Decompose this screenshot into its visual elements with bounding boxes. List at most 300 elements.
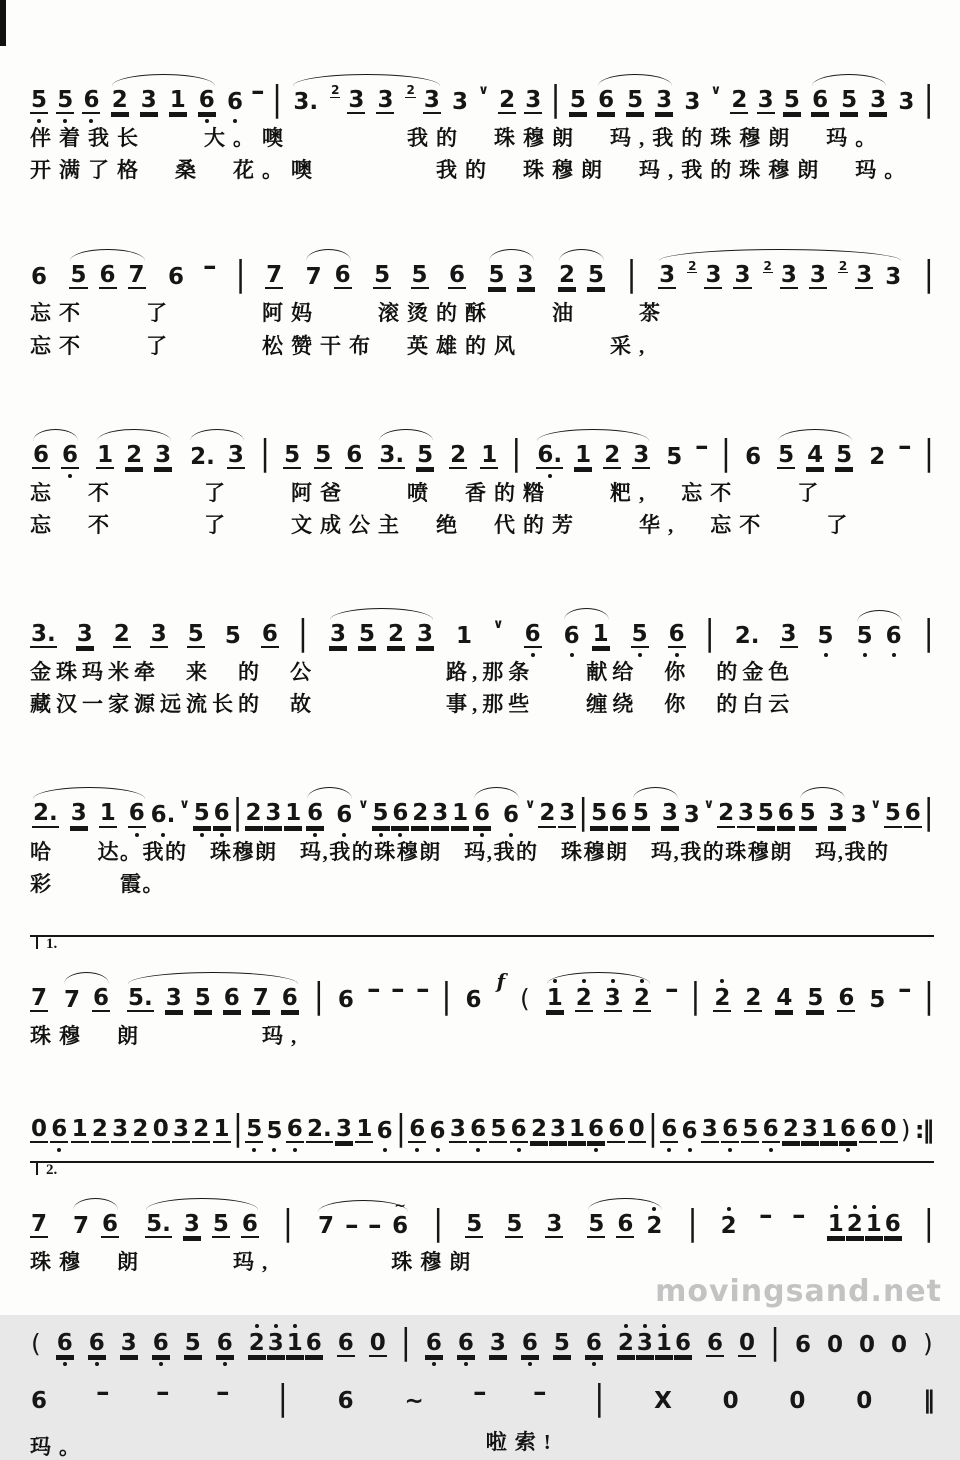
note-digit: 5 (807, 984, 824, 1011)
note-digit: 2. (734, 622, 760, 649)
scan-artifact (0, 0, 6, 46)
note (546, 986, 564, 1012)
note (827, 1212, 845, 1238)
note-digit: 3. (31, 620, 56, 647)
lyric-line: 珠穆 朗 玛, 珠穆朗 (30, 1250, 479, 1275)
slur-group (70, 1212, 121, 1238)
note-digit: 3 (546, 1210, 563, 1237)
note (855, 1389, 873, 1413)
note (828, 801, 846, 827)
note-digit: 6 (668, 620, 685, 647)
note (376, 88, 394, 114)
note (777, 801, 795, 827)
barline: | (923, 433, 934, 474)
note (788, 1389, 806, 1413)
note-digit: 6 (617, 1210, 634, 1237)
note-digit: 6 (99, 262, 116, 289)
note-digit: - (344, 1212, 359, 1239)
note-digit: - (95, 1380, 110, 1407)
note-digit: 0 (891, 1332, 908, 1359)
note-digit: 3 (898, 88, 915, 115)
slur-arc (800, 787, 845, 799)
note (101, 1212, 119, 1238)
note-digit: ~ (404, 1388, 424, 1415)
note-digit: 3 (120, 1330, 137, 1357)
note (668, 622, 686, 648)
note (128, 263, 146, 289)
note (306, 801, 324, 827)
lyric-line: 忘 不 了 阿爸 喷 香的糌 粑, 忘不 了 (30, 480, 827, 505)
note-digit: 3 (336, 1115, 353, 1142)
note (683, 803, 701, 827)
dash-note (899, 435, 911, 459)
note-digit: - (250, 78, 266, 105)
octave-dot-low (432, 1362, 436, 1366)
note-digit: 5 (184, 1330, 201, 1357)
note-digit: 6 (429, 1117, 446, 1144)
barline: | (441, 976, 452, 1017)
note (884, 265, 902, 289)
octave-dot-low (464, 1362, 468, 1366)
note (150, 622, 168, 648)
note (72, 1214, 90, 1238)
note (865, 1212, 883, 1238)
note (345, 443, 363, 469)
note (616, 1212, 634, 1238)
note (757, 88, 775, 114)
barline: | (232, 792, 243, 833)
system-6 (30, 935, 934, 1049)
note (840, 88, 858, 114)
lyric-line: 珠穆 朗 玛, (30, 1023, 305, 1048)
note (314, 443, 332, 469)
note-digit: 7 (318, 1212, 335, 1239)
note-digit: 5 (374, 262, 391, 289)
note-digit: 0 (789, 1388, 806, 1415)
note (783, 88, 801, 114)
notation-line (30, 1178, 934, 1244)
note-digit: 6 (286, 1115, 303, 1142)
note (70, 801, 88, 827)
note-digit: 3 (265, 800, 282, 827)
note (628, 1117, 646, 1143)
octave-dot-low (398, 833, 402, 837)
note (826, 1333, 844, 1357)
note (198, 88, 216, 114)
breath-mark (477, 83, 490, 114)
trill-mark: ~ (394, 1197, 406, 1214)
note-digit: - (472, 1380, 487, 1407)
dash-note (793, 1204, 805, 1228)
note (587, 263, 605, 289)
final-barline (922, 1388, 934, 1413)
note (880, 1117, 898, 1143)
octave-dot-low (200, 833, 204, 837)
note-digit: f (496, 969, 506, 994)
note-digit: 5 (506, 1210, 523, 1237)
note-digit: ( (31, 1329, 41, 1358)
note-digit: 6 (524, 620, 541, 647)
octave-dot-high (293, 1324, 297, 1328)
slur-arc (559, 249, 604, 261)
note-digit: 6 (563, 622, 580, 649)
note-digit: 3 (423, 86, 440, 113)
note-digit: 2 (782, 1115, 799, 1142)
octave-dot-low (63, 119, 67, 123)
grace-note (687, 258, 697, 290)
note-digit: 1 (820, 1115, 837, 1142)
note (744, 986, 762, 1012)
note (286, 1117, 304, 1143)
note (738, 1331, 756, 1357)
note (128, 801, 146, 827)
barline: | (277, 1378, 288, 1419)
note-digit: 3 (140, 86, 157, 113)
octave-dot-high (662, 1324, 666, 1328)
note-digit: - (366, 976, 381, 1003)
note-digit: 3 (656, 86, 673, 113)
note-digit: 5 (490, 1115, 507, 1142)
note-digit: 6 (449, 262, 466, 289)
slur-arc (293, 74, 440, 86)
octave-dot-low (594, 1148, 598, 1152)
note-digit: 5 (884, 800, 901, 827)
note-digit: 7 (73, 1212, 90, 1239)
barline: | (578, 792, 589, 833)
note-digit: - (415, 976, 430, 1003)
barline: | (550, 78, 561, 120)
barline: | (594, 1378, 605, 1419)
note (227, 443, 245, 469)
note-digit: ∨ (710, 83, 722, 99)
note (416, 622, 434, 648)
notation-line (30, 952, 934, 1017)
slur-group (94, 443, 174, 469)
slur-group (290, 83, 443, 115)
grace-note (330, 83, 340, 114)
note-digit: 2 (745, 984, 762, 1011)
slur-group (797, 801, 848, 827)
note-digit: 5 (742, 1115, 759, 1142)
note-digit: 5 (417, 441, 434, 468)
note (335, 1117, 353, 1143)
note-digit: 0 (880, 1115, 897, 1142)
note (587, 1117, 605, 1143)
note-digit: 6 (409, 1115, 426, 1142)
note-digit: 6 (860, 1115, 877, 1142)
octave-dot-low (824, 653, 828, 657)
note (91, 1117, 109, 1143)
note (71, 1117, 89, 1143)
note (30, 986, 48, 1012)
note (817, 624, 835, 648)
note-digit: 5 (187, 620, 204, 647)
note-digit: 6 (884, 1210, 901, 1237)
note (355, 1117, 373, 1143)
note-digit: 0 (856, 1388, 873, 1415)
volta-bracket-2 (30, 1161, 934, 1178)
notation-line (30, 588, 934, 654)
note-digit: ∨ (870, 796, 882, 812)
octave-dot-high (853, 1205, 857, 1209)
note (193, 801, 211, 827)
note (734, 624, 761, 648)
note-digit: 6 (904, 800, 921, 827)
note (733, 263, 751, 289)
note (56, 88, 74, 114)
lyric-line: 金珠玛米牵 来 的 公 路,那条 献给 你 的金色 (30, 660, 795, 685)
note-digit: 5 (57, 86, 74, 113)
note-digit: 3 (856, 262, 873, 289)
note (717, 801, 735, 827)
note (216, 1331, 234, 1357)
note-digit: 3 (828, 800, 845, 827)
slur-arc (73, 1198, 118, 1210)
octave-dot-low (379, 833, 383, 837)
note (30, 1212, 48, 1238)
note (617, 1331, 635, 1357)
note (425, 1331, 443, 1357)
note-digit: 3 (76, 620, 93, 647)
note (306, 1117, 333, 1143)
note-digit: 6 (198, 86, 215, 113)
octave-dot-low (509, 833, 513, 837)
note-digit: 6. (537, 441, 563, 468)
note (213, 801, 231, 827)
note (801, 1117, 819, 1143)
note (464, 988, 482, 1012)
note-digit: 6 (337, 986, 354, 1013)
note-digit: 1 (568, 1115, 585, 1142)
note-digit: - (367, 1212, 382, 1239)
note-digit: 5 (212, 1210, 229, 1237)
slur-group (486, 263, 537, 289)
note-digit: - (664, 976, 679, 1003)
note-digit: 6 (152, 1330, 169, 1357)
barline: | (271, 78, 283, 120)
note-digit: 0 (31, 1115, 48, 1142)
slur-arc (97, 429, 171, 441)
octave-dot-low (63, 1362, 67, 1366)
note (653, 1389, 673, 1413)
note-digit: 3 (549, 1115, 566, 1142)
note (850, 803, 868, 827)
note-digit: 3. (293, 88, 319, 115)
note-digit: 1 (97, 441, 114, 468)
barline: | (687, 1202, 698, 1244)
octave-dot-low (95, 1362, 99, 1366)
note-digit: 6 (33, 441, 50, 468)
octave-dot-low (68, 474, 72, 478)
note-digit: 2 (559, 262, 576, 289)
note (575, 986, 593, 1012)
note-digit: 6 (681, 1117, 698, 1144)
note-digit: 2 (646, 1212, 663, 1239)
note-digit: 5. (146, 1210, 171, 1237)
note (569, 88, 587, 114)
octave-dot-low (528, 1362, 532, 1366)
note-digit: 3 (155, 441, 172, 468)
parenthesis (519, 983, 531, 1013)
lyric-word: 啦索! (485, 1430, 559, 1455)
note (558, 801, 576, 827)
note (131, 1117, 149, 1143)
note-digit: 5 (31, 86, 48, 113)
dash-note (534, 1381, 546, 1405)
system-2 (30, 229, 934, 358)
dash-note (346, 1214, 358, 1238)
note-digit: 2 (530, 1115, 547, 1142)
note-digit: 6 (307, 800, 324, 827)
note (337, 1331, 355, 1357)
note-digit: 6 (598, 86, 615, 113)
note-digit: 1 (827, 1210, 844, 1237)
note-digit: 5 (194, 984, 211, 1011)
note (645, 1214, 663, 1238)
note (884, 1212, 902, 1238)
note-digit: 6 (261, 620, 278, 647)
breath-mark (178, 796, 191, 828)
octave-dot-low (769, 1148, 773, 1152)
note (99, 801, 117, 827)
breath-mark (357, 796, 370, 828)
note (167, 265, 185, 289)
note-digit: 6 (722, 1115, 739, 1142)
octave-dot-low (592, 1362, 596, 1366)
lyric-line: 伴着我长 大。噢 我的 珠穆朗 玛,我的珠穆朗 玛。 (30, 126, 885, 150)
note (457, 1331, 475, 1357)
note (358, 622, 376, 648)
note-digit: ) (900, 1114, 911, 1144)
note (744, 445, 762, 469)
note (856, 624, 874, 648)
barline: | (282, 1202, 293, 1244)
note-digit: 6 (777, 800, 794, 827)
note-digit: 2 (126, 441, 143, 468)
note-digit: 2 (714, 984, 731, 1011)
note-digit: 6 (473, 800, 490, 827)
note (465, 1212, 483, 1238)
note (597, 88, 615, 114)
slur-arc (307, 787, 352, 799)
slur-group (30, 443, 81, 469)
breath-mark (524, 796, 537, 828)
note-digit: 2 (91, 1115, 108, 1142)
note-digit: 3 (112, 1115, 129, 1142)
note-digit: 3 (809, 262, 826, 289)
note (837, 986, 855, 1012)
note-digit: ∨ (703, 796, 715, 812)
lyric-word: 玛。 (30, 1435, 88, 1460)
note (32, 443, 50, 469)
slur-group (61, 986, 112, 1012)
note (660, 1117, 678, 1143)
note (226, 90, 244, 114)
note-digit: - (390, 976, 406, 1003)
note (820, 1117, 838, 1143)
note-digit: 6 (392, 800, 409, 827)
note (265, 263, 283, 289)
barline: | (626, 254, 637, 295)
note (704, 263, 722, 289)
slur-group (595, 88, 675, 114)
barline: | (923, 254, 934, 295)
note-digit: 6 (213, 800, 230, 827)
note (538, 801, 556, 827)
slur-group (544, 986, 653, 1012)
barline: | (647, 1107, 658, 1149)
note (30, 265, 48, 289)
note (429, 1119, 447, 1143)
note-digit: 6 (706, 1330, 723, 1357)
note (248, 1331, 266, 1357)
octave-dot-high (624, 1324, 628, 1328)
note (904, 801, 922, 827)
note-digit: :‖ (914, 1115, 933, 1144)
barline: | (297, 612, 308, 654)
note (536, 443, 563, 469)
note-digit: - (532, 1380, 547, 1407)
note (855, 263, 873, 289)
octave-dot-high (274, 1324, 278, 1328)
note-digit: 5 (856, 622, 873, 649)
note (30, 622, 57, 648)
note-digit: 3 (452, 88, 469, 115)
note-digit: 3 (701, 1115, 718, 1142)
slur-arc (537, 429, 649, 441)
note (604, 986, 622, 1012)
note (127, 986, 154, 1012)
slur-arc (778, 429, 852, 441)
note-digit: 1 (452, 800, 469, 827)
note (681, 1119, 699, 1143)
dash-note (204, 255, 216, 279)
note-digit: 2 (763, 258, 772, 273)
note-digit: 4 (776, 984, 793, 1011)
slur-group (854, 624, 905, 648)
slur-arc (489, 249, 534, 261)
note-digit: - (155, 1380, 171, 1407)
note-digit: 2 (450, 441, 467, 468)
note (305, 1331, 323, 1357)
note (626, 88, 644, 114)
barline: | (400, 1322, 411, 1363)
note (329, 622, 347, 648)
note (245, 1117, 263, 1143)
note-digit: 2 (846, 1210, 863, 1237)
note (636, 1331, 654, 1357)
note (489, 1117, 507, 1143)
volta-label: 2. (46, 1162, 58, 1179)
note-digit: 6 (470, 1115, 487, 1142)
note (858, 1333, 876, 1357)
note-digit: 3 (432, 800, 449, 827)
note-digit: 1 (286, 1330, 303, 1357)
beam-group (782, 1117, 857, 1143)
note (431, 801, 449, 827)
barline: | (235, 254, 246, 295)
note (568, 1117, 586, 1143)
note-digit: 3 (517, 262, 534, 289)
note-digit: 5 (266, 1117, 283, 1144)
note (549, 1117, 567, 1143)
parenthesis (922, 1331, 934, 1357)
note (224, 624, 242, 648)
slur-group (585, 1212, 665, 1238)
note-digit: 6 (226, 88, 243, 115)
octave-dot-low (135, 833, 139, 837)
note (265, 1119, 283, 1143)
